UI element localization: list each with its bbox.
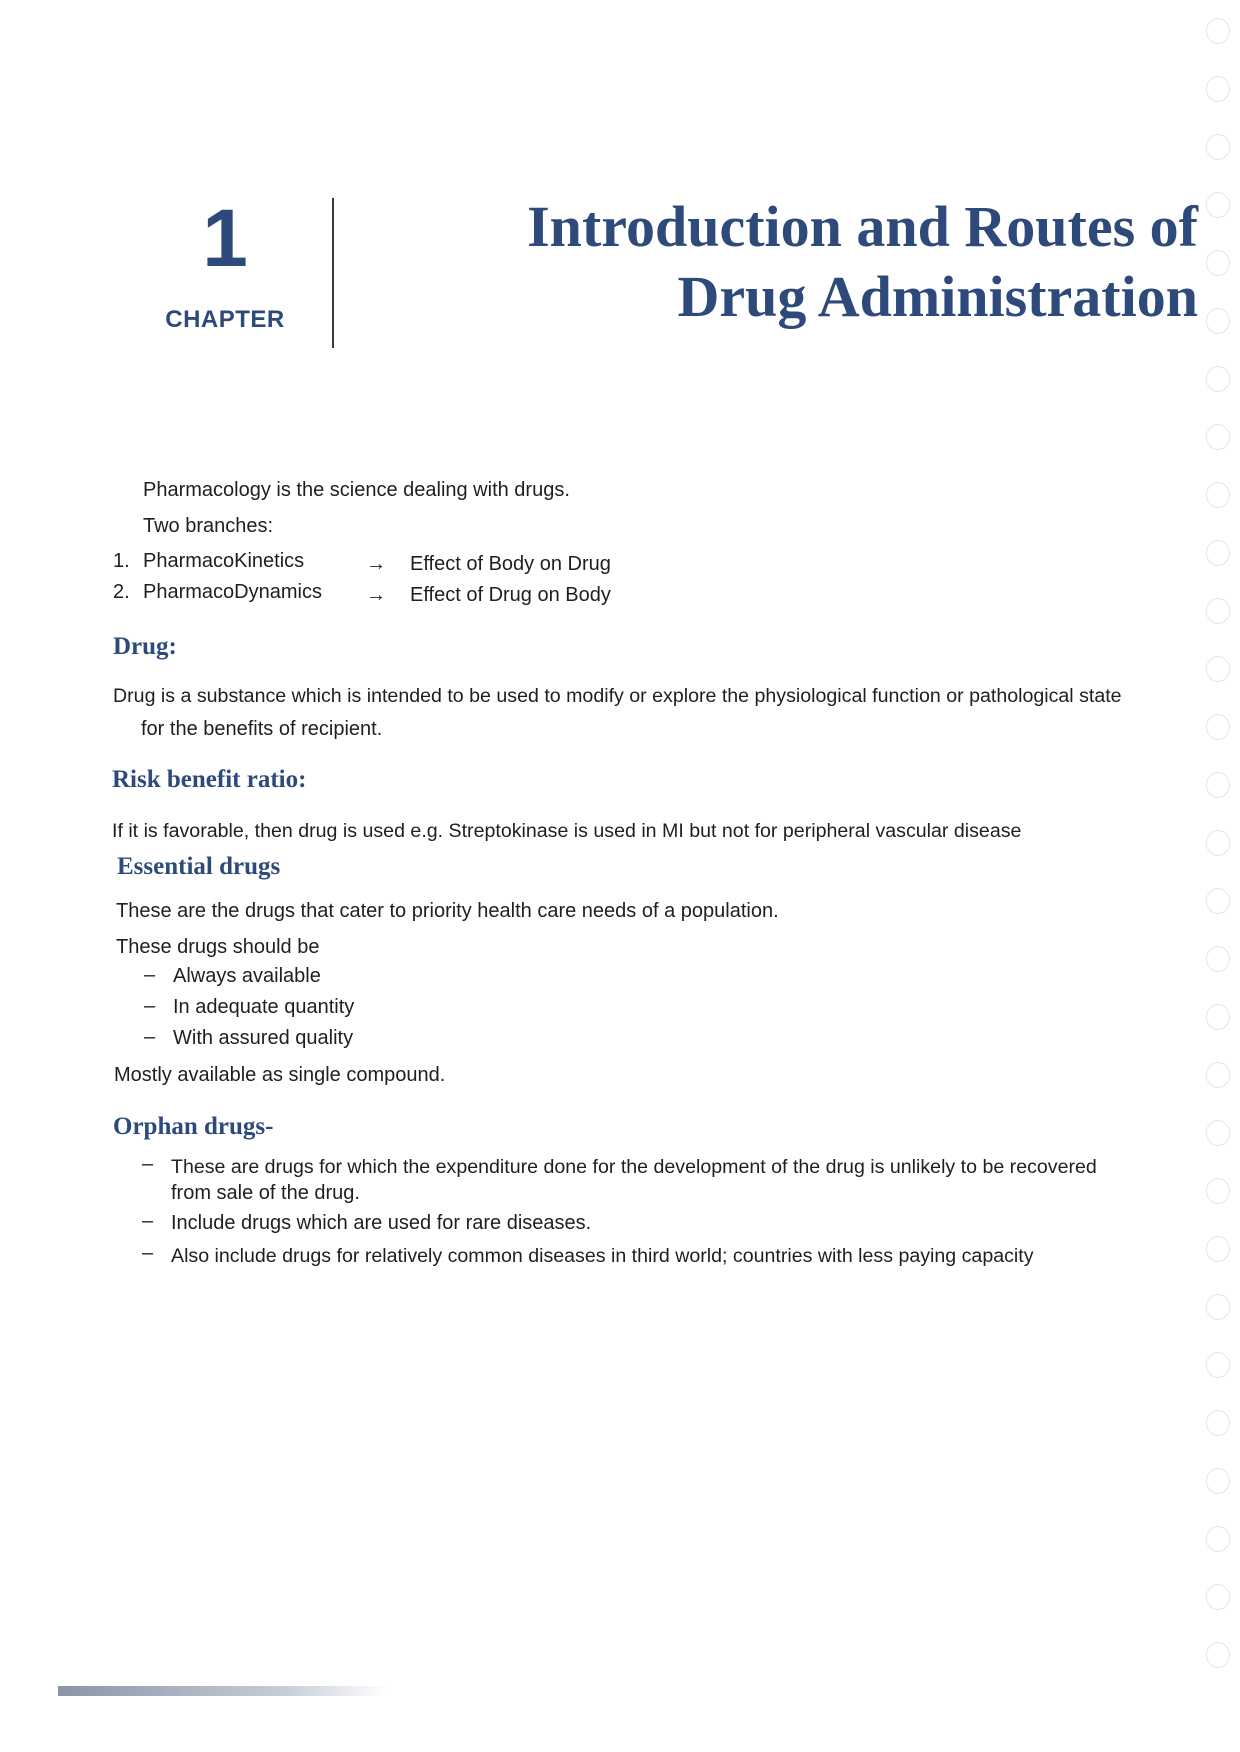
list-item: With assured quality (173, 1027, 354, 1049)
list-item: Also include drugs for relatively common diseases in third world; countries with less paying capacity (171, 1245, 1034, 1267)
intro-line1: Pharmacology is the science dealing with drugs. (143, 479, 570, 501)
binding-hole (1206, 1004, 1230, 1030)
chapter-divider (332, 198, 334, 348)
binding-hole (1206, 134, 1230, 160)
list-item: Always available (173, 965, 321, 987)
binding-hole (1206, 1178, 1230, 1204)
risk-benefit-text: If it is favorable, then drug is used e.g. Streptokinase is used in MI but not for peripheral vascular disease (112, 820, 1022, 842)
binding-hole (1206, 946, 1230, 972)
chapter-title-line1: Introduction and Routes of (527, 194, 1198, 259)
binding-hole (1206, 1294, 1230, 1320)
binding-hole (1206, 540, 1230, 566)
binding-holes (1206, 18, 1236, 1700)
binding-hole (1206, 1410, 1230, 1436)
essential-line2: These drugs should be (116, 936, 320, 958)
dash-bullet-icon: – (142, 1153, 154, 1175)
branch-number: 2. (113, 581, 130, 603)
binding-hole (1206, 830, 1230, 856)
chapter-title-line2: Drug Administration (677, 264, 1198, 329)
binding-hole (1206, 424, 1230, 450)
intro-line2: Two branches: (143, 515, 274, 537)
arrow-icon: → (366, 584, 386, 606)
chapter-number: 1 (202, 193, 248, 284)
section-heading-drug: Drug: (113, 633, 177, 660)
binding-hole (1206, 1062, 1230, 1088)
section-heading-orphan-drugs: Orphan drugs- (113, 1113, 274, 1140)
binding-hole (1206, 1642, 1230, 1668)
list-item: Include drugs which are used for rare diseases. (171, 1212, 592, 1234)
list-item: In adequate quantity (173, 996, 355, 1018)
binding-hole (1206, 598, 1230, 624)
essential-line3: Mostly available as single compound. (114, 1064, 446, 1086)
binding-hole (1206, 192, 1230, 218)
drug-definition-line1: Drug is a substance which is intended to be used to modify or explore the physiological function or pathological state (113, 685, 1122, 707)
branch-number: 1. (113, 550, 130, 572)
dash-bullet-icon: – (144, 964, 156, 986)
binding-hole (1206, 1468, 1230, 1494)
dash-bullet-icon: – (142, 1242, 154, 1264)
binding-hole (1206, 714, 1230, 740)
list-item-continuation: from sale of the drug. (171, 1182, 360, 1204)
binding-hole (1206, 366, 1230, 392)
chapter-title (527, 192, 1198, 332)
branch-name: PharmacoKinetics (143, 550, 305, 572)
branch-description: Effect of Body on Drug (410, 553, 611, 575)
dash-bullet-icon: – (144, 995, 156, 1017)
binding-hole (1206, 1120, 1230, 1146)
binding-hole (1206, 308, 1230, 334)
list-item: These are drugs for which the expenditure done for the development of the drug is unlikely to be recovered (171, 1156, 1097, 1178)
binding-hole (1206, 1352, 1230, 1378)
arrow-icon: → (366, 553, 386, 575)
dash-bullet-icon: – (142, 1210, 154, 1232)
binding-hole (1206, 1584, 1230, 1610)
binding-hole (1206, 772, 1230, 798)
binding-hole (1206, 482, 1230, 508)
binding-hole (1206, 76, 1230, 102)
section-heading-essential-drugs: Essential drugs (117, 853, 281, 880)
drug-definition-line2: for the benefits of recipient. (141, 718, 383, 740)
section-heading-risk-benefit: Risk benefit ratio: (112, 766, 307, 793)
footer-bar (58, 1686, 388, 1696)
dash-bullet-icon: – (144, 1026, 156, 1048)
binding-hole (1206, 18, 1230, 44)
branch-description: Effect of Drug on Body (410, 584, 611, 606)
binding-hole (1206, 250, 1230, 276)
binding-hole (1206, 656, 1230, 682)
chapter-label: CHAPTER (165, 306, 285, 333)
binding-hole (1206, 1236, 1230, 1262)
binding-hole (1206, 1526, 1230, 1552)
branch-name: PharmacoDynamics (143, 581, 322, 603)
binding-hole (1206, 888, 1230, 914)
essential-line1: These are the drugs that cater to priority health care needs of a population. (116, 900, 779, 922)
